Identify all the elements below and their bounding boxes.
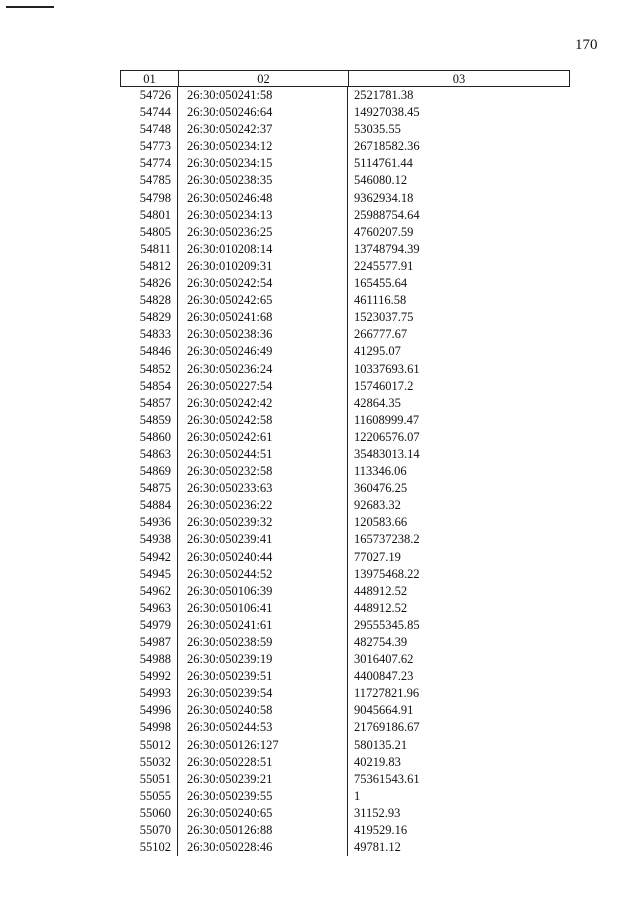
- value-cell: 10337693.61: [354, 361, 420, 376]
- row-id-cell: 54828: [139, 293, 171, 308]
- value-cell: 26718582.36: [354, 139, 420, 154]
- table-header-row: [120, 70, 570, 87]
- row-id-cell: 54942: [139, 549, 171, 564]
- table-row: [120, 463, 570, 480]
- table-row: [120, 326, 570, 343]
- cadastral-number-cell: 26:30:050239:54: [187, 686, 273, 701]
- table-row: [120, 121, 570, 138]
- value-cell: 14927038.45: [354, 105, 420, 120]
- cadastral-number-cell: 26:30:050238:59: [187, 635, 273, 649]
- cadastral-number-cell: 26:30:050106:41: [187, 600, 273, 615]
- row-id-cell: 54860: [139, 429, 171, 444]
- row-id-cell: 54744: [139, 105, 171, 120]
- cadastral-number-cell: 26:30:050236:24: [187, 361, 273, 376]
- row-id-cell: 54798: [139, 190, 171, 205]
- cadastral-number-cell: 26:30:050239:19: [187, 652, 273, 667]
- row-id-cell: 54826: [139, 276, 171, 291]
- row-id-cell: 54829: [139, 310, 171, 325]
- table-row: [120, 754, 570, 771]
- table-row: [120, 685, 570, 702]
- table-row: [120, 361, 570, 378]
- cadastral-number-cell: 26:30:050239:21: [187, 771, 273, 786]
- value-cell: 1523037.75: [354, 310, 414, 325]
- table-row: [120, 531, 570, 548]
- row-id-cell: 55070: [139, 823, 171, 838]
- row-id-cell: 54945: [139, 566, 171, 581]
- column-header-02: 02: [179, 71, 349, 86]
- cadastral-number-cell: 26:30:010208:14: [187, 241, 273, 256]
- table-row: [120, 292, 570, 309]
- cadastral-number-cell: 26:30:050242:54: [187, 276, 273, 291]
- table-row: [120, 343, 570, 360]
- cadastral-number-cell: 26:30:050244:51: [187, 446, 273, 461]
- value-cell: 165455.64: [354, 276, 408, 291]
- table-row: [120, 839, 570, 856]
- value-cell: 11727821.96: [354, 686, 420, 701]
- value-cell: 53035.55: [354, 122, 401, 137]
- table-row: [120, 429, 570, 446]
- row-id-cell: 54988: [139, 652, 171, 667]
- cadastral-number-cell: 26:30:050106:39: [187, 583, 273, 598]
- cadastral-number-cell: 26:30:050239:41: [187, 532, 273, 547]
- table-row: [120, 378, 570, 395]
- value-cell: 580135.21: [354, 737, 408, 752]
- cadastral-number-cell: 26:30:050242:65: [187, 293, 273, 308]
- row-id-cell: 54774: [139, 156, 171, 171]
- cadastral-number-cell: 26:30:050234:13: [187, 207, 273, 222]
- cadastral-number-cell: 26:30:050228:46: [187, 840, 273, 855]
- table-row: [120, 241, 570, 258]
- value-cell: 42864.35: [354, 395, 401, 410]
- table-row: [120, 258, 570, 275]
- cadastral-number-cell: 26:30:050240:58: [187, 703, 273, 718]
- row-id-cell: 54811: [140, 241, 171, 256]
- row-id-cell: 54963: [139, 600, 171, 615]
- row-id-cell: 55102: [139, 840, 171, 855]
- cadastral-number-cell: 26:30:050227:54: [187, 378, 273, 393]
- value-cell: 461116.58: [354, 293, 407, 308]
- value-cell: 448912.52: [354, 583, 408, 598]
- table-row: [120, 172, 570, 189]
- value-cell: 12206576.07: [354, 429, 420, 444]
- page-number: 170: [575, 37, 598, 53]
- row-id-cell: 54996: [139, 703, 171, 718]
- value-cell: 40219.83: [354, 754, 401, 769]
- table-row: [120, 771, 570, 788]
- row-id-cell: 54852: [139, 361, 171, 376]
- cadastral-number-cell: 26:30:050236:25: [187, 224, 273, 239]
- cadastral-number-cell: 26:30:050246:48: [187, 190, 273, 205]
- row-id-cell: 54993: [139, 686, 171, 701]
- cadastral-number-cell: 26:30:050242:37: [187, 122, 273, 137]
- table-row: [120, 702, 570, 719]
- cadastral-number-cell: 26:30:050240:44: [187, 549, 273, 564]
- value-cell: 4760207.59: [354, 224, 414, 239]
- table-row: [120, 668, 570, 685]
- cadastral-number-cell: 26:30:050239:55: [187, 788, 273, 803]
- row-id-cell: 54936: [139, 515, 171, 530]
- row-id-cell: 54962: [139, 583, 171, 598]
- value-cell: 448912.52: [354, 600, 408, 615]
- row-id-cell: 54869: [139, 464, 171, 479]
- value-cell: 15746017.2: [354, 378, 414, 393]
- table-row: [120, 805, 570, 822]
- table-row: [120, 566, 570, 583]
- table-row: [120, 395, 570, 412]
- row-id-cell: 54846: [139, 344, 171, 359]
- table-row: [120, 275, 570, 292]
- row-id-cell: 54998: [139, 720, 171, 735]
- row-id-cell: 54805: [139, 224, 171, 239]
- table-body: [120, 87, 570, 856]
- cadastral-number-cell: 26:30:050236:22: [187, 498, 273, 513]
- column-header-01: 01: [121, 71, 179, 86]
- value-cell: 35483013.14: [354, 446, 420, 461]
- table-row: [120, 446, 570, 463]
- table-row: [120, 651, 570, 668]
- row-id-cell: 55032: [139, 754, 171, 769]
- value-cell: 92683.32: [354, 498, 401, 513]
- table-row: [120, 514, 570, 531]
- value-cell: 77027.19: [354, 549, 401, 564]
- cadastral-number-cell: 26:30:050244:52: [187, 566, 273, 581]
- row-id-cell: 55060: [139, 805, 171, 820]
- value-cell: 165737238.2: [354, 532, 420, 547]
- table-row: [120, 497, 570, 514]
- value-cell: 75361543.61: [354, 771, 420, 786]
- value-cell: 5114761.44: [354, 156, 413, 171]
- table-row: [120, 822, 570, 839]
- table-row: [120, 412, 570, 429]
- table-row: [120, 788, 570, 805]
- table-row: [120, 87, 570, 104]
- table-row: [120, 583, 570, 600]
- value-cell: 9362934.18: [354, 190, 414, 205]
- value-cell: 29555345.85: [354, 617, 420, 632]
- cadastral-number-cell: 26:30:050228:51: [187, 754, 273, 769]
- row-id-cell: 54854: [139, 378, 171, 393]
- table-row: [120, 737, 570, 754]
- row-id-cell: 54773: [139, 139, 171, 154]
- value-cell: 21769186.67: [354, 720, 420, 735]
- cadastral-number-cell: 26:30:050242:42: [187, 395, 273, 410]
- cadastral-number-cell: 26:30:050244:53: [187, 720, 273, 735]
- cadastral-number-cell: 26:30:050232:58: [187, 464, 273, 479]
- table-row: [120, 190, 570, 207]
- cadastral-number-cell: 26:30:050246:64: [187, 105, 273, 120]
- row-id-cell: 54785: [139, 173, 171, 188]
- cadastral-number-cell: 26:30:050241:61: [187, 617, 273, 632]
- row-id-cell: 54938: [139, 532, 171, 547]
- value-cell: 360476.25: [354, 481, 408, 496]
- table-row: [120, 104, 570, 121]
- cadastral-number-cell: 26:30:050242:58: [187, 412, 273, 427]
- cadastral-number-cell: 26:30:050241:68: [187, 310, 273, 325]
- table-row: [120, 480, 570, 497]
- row-id-cell: 54726: [139, 88, 171, 102]
- table-row: [120, 138, 570, 155]
- value-cell: 4400847.23: [354, 669, 414, 684]
- value-cell: 49781.12: [354, 840, 401, 855]
- table-row: [120, 634, 570, 651]
- value-cell: 13975468.22: [354, 566, 420, 581]
- value-cell: 482754.39: [354, 635, 408, 649]
- data-table: [120, 70, 570, 856]
- value-cell: 266777.67: [354, 327, 408, 342]
- row-id-cell: 54987: [139, 635, 171, 649]
- cadastral-number-cell: 26:30:050234:12: [187, 139, 273, 154]
- value-cell: 2245577.91: [354, 258, 414, 273]
- value-cell: 2521781.38: [354, 88, 414, 102]
- value-cell: 1: [354, 788, 361, 803]
- cadastral-number-cell: 26:30:010209:31: [187, 258, 273, 273]
- row-id-cell: 54863: [139, 446, 171, 461]
- table-row: [120, 617, 570, 634]
- table-row: [120, 224, 570, 241]
- row-id-cell: 54884: [139, 498, 171, 513]
- cadastral-number-cell: 26:30:050234:15: [187, 156, 273, 171]
- cadastral-number-cell: 26:30:050126:88: [187, 823, 273, 838]
- corner-rule: [6, 6, 54, 8]
- cadastral-number-cell: 26:30:050233:63: [187, 481, 273, 496]
- cadastral-number-cell: 26:30:050238:36: [187, 327, 273, 342]
- value-cell: 31152.93: [354, 805, 401, 820]
- table-row: [120, 207, 570, 224]
- cadastral-number-cell: 26:30:050239:51: [187, 669, 273, 684]
- row-id-cell: 54857: [139, 395, 171, 410]
- row-id-cell: 54875: [139, 481, 171, 496]
- cadastral-number-cell: 26:30:050239:32: [187, 515, 273, 530]
- cadastral-number-cell: 26:30:050242:61: [187, 429, 273, 444]
- row-id-cell: 54748: [139, 122, 171, 137]
- cadastral-number-cell: 26:30:050126:127: [187, 737, 279, 752]
- value-cell: 3016407.62: [354, 652, 414, 667]
- row-id-cell: 54979: [139, 617, 171, 632]
- cadastral-number-cell: 26:30:050241:58: [187, 88, 273, 102]
- table-row: [120, 600, 570, 617]
- value-cell: 419529.16: [354, 823, 408, 838]
- row-id-cell: 54992: [139, 669, 171, 684]
- value-cell: 9045664.91: [354, 703, 414, 718]
- value-cell: 13748794.39: [354, 241, 420, 256]
- row-id-cell: 55051: [139, 771, 171, 786]
- table-row: [120, 309, 570, 326]
- table-row: [120, 549, 570, 566]
- cadastral-number-cell: 26:30:050240:65: [187, 805, 273, 820]
- row-id-cell: 55055: [139, 788, 171, 803]
- value-cell: 113346.06: [354, 464, 407, 479]
- table-row: [120, 719, 570, 736]
- cadastral-number-cell: 26:30:050246:49: [187, 344, 273, 359]
- value-cell: 41295.07: [354, 344, 401, 359]
- row-id-cell: 54801: [139, 207, 171, 222]
- value-cell: 120583.66: [354, 515, 408, 530]
- value-cell: 546080.12: [354, 173, 408, 188]
- row-id-cell: 54833: [139, 327, 171, 342]
- row-id-cell: 55012: [139, 737, 171, 752]
- table-row: [120, 155, 570, 172]
- row-id-cell: 54812: [139, 258, 171, 273]
- cadastral-number-cell: 26:30:050238:35: [187, 173, 273, 188]
- value-cell: 25988754.64: [354, 207, 420, 222]
- column-header-03: 03: [452, 72, 466, 86]
- row-id-cell: 54859: [139, 412, 171, 427]
- value-cell: 11608999.47: [354, 412, 420, 427]
